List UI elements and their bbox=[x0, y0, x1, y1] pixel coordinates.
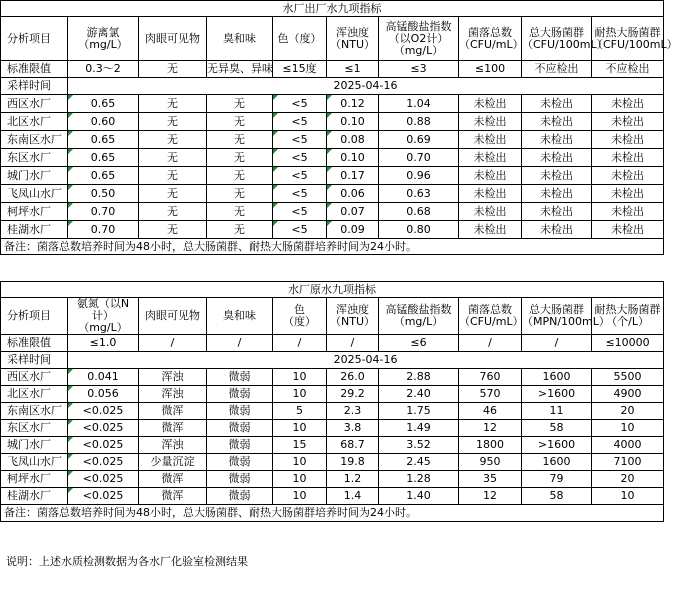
table-cell: 2.3 bbox=[327, 403, 379, 420]
table-row bbox=[1, 131, 664, 149]
column-header: 臭和味 bbox=[207, 298, 273, 335]
table-cell: 2.45 bbox=[379, 454, 459, 471]
table-cell: >1600 bbox=[522, 437, 592, 454]
plant-name: 北区水厂 bbox=[1, 113, 68, 131]
table-cell: 微弱 bbox=[207, 369, 273, 386]
plant-name: 飞凤山水厂 bbox=[1, 454, 68, 471]
column-header: 浑浊度 （NTU） bbox=[327, 298, 379, 335]
table-cell: 1.2 bbox=[327, 471, 379, 488]
standard-value: ≤6 bbox=[379, 335, 459, 352]
sampling-label: 采样时间 bbox=[1, 78, 68, 95]
table-cell: <5 bbox=[273, 221, 327, 239]
table-row bbox=[1, 403, 664, 420]
table-cell: 5500 bbox=[592, 369, 664, 386]
table-cell: 微弱 bbox=[207, 437, 273, 454]
table-cell: 未检出 bbox=[592, 131, 664, 149]
table-cell: 无 bbox=[207, 131, 273, 149]
standard-value: / bbox=[207, 335, 273, 352]
table-cell: 浑浊 bbox=[139, 369, 207, 386]
table-cell: 无 bbox=[207, 149, 273, 167]
table-cell: 未检出 bbox=[592, 113, 664, 131]
header-row bbox=[1, 298, 664, 335]
table-cell: <5 bbox=[273, 203, 327, 221]
table-cell: 12 bbox=[459, 420, 522, 437]
raw-water-table bbox=[0, 281, 664, 522]
table-cell: 11 bbox=[522, 403, 592, 420]
table-row bbox=[1, 113, 664, 131]
column-header: 臭和味 bbox=[207, 17, 273, 61]
table-cell: 26.0 bbox=[327, 369, 379, 386]
table-cell: <5 bbox=[273, 167, 327, 185]
standard-value: / bbox=[459, 335, 522, 352]
sampling-date: 2025-04-16 bbox=[68, 352, 664, 369]
table-cell: 0.17 bbox=[327, 167, 379, 185]
table-cell: 无 bbox=[139, 149, 207, 167]
column-header: 总大肠菌群 （MPN/100mL） bbox=[522, 298, 592, 335]
table-cell: 微弱 bbox=[207, 403, 273, 420]
standard-value: ≤1 bbox=[327, 61, 379, 78]
table-cell: 未检出 bbox=[592, 167, 664, 185]
column-header: 肉眼可见物 bbox=[139, 298, 207, 335]
table-cell: 1.28 bbox=[379, 471, 459, 488]
table-cell: 微浑 bbox=[139, 403, 207, 420]
table-cell: 1600 bbox=[522, 454, 592, 471]
table-cell: 0.10 bbox=[327, 113, 379, 131]
plant-name: 西区水厂 bbox=[1, 369, 68, 386]
plant-name: 柯坪水厂 bbox=[1, 203, 68, 221]
table-cell: 0.70 bbox=[379, 149, 459, 167]
plant-name: 柯坪水厂 bbox=[1, 471, 68, 488]
table-cell: 12 bbox=[459, 488, 522, 505]
table-cell: 无 bbox=[139, 131, 207, 149]
table-cell: 无 bbox=[139, 203, 207, 221]
table-cell: 未检出 bbox=[522, 113, 592, 131]
table-cell: 无 bbox=[207, 167, 273, 185]
standard-value: / bbox=[273, 335, 327, 352]
table-cell: 760 bbox=[459, 369, 522, 386]
table-cell: 微浑 bbox=[139, 420, 207, 437]
table-cell: 0.63 bbox=[379, 185, 459, 203]
table-cell: 少量沉淀 bbox=[139, 454, 207, 471]
plant-name: 东南区水厂 bbox=[1, 403, 68, 420]
table-cell: 3.8 bbox=[327, 420, 379, 437]
table-cell: 10 bbox=[273, 471, 327, 488]
table-cell: 0.65 bbox=[68, 131, 139, 149]
table-cell: 0.10 bbox=[327, 149, 379, 167]
standard-value: / bbox=[327, 335, 379, 352]
table-cell: 0.08 bbox=[327, 131, 379, 149]
standard-label: 标准限值 bbox=[1, 61, 68, 78]
table-cell: 10 bbox=[273, 488, 327, 505]
table-cell: 15 bbox=[273, 437, 327, 454]
table-cell: 未检出 bbox=[459, 167, 522, 185]
table-cell: 35 bbox=[459, 471, 522, 488]
table-cell: 0.96 bbox=[379, 167, 459, 185]
column-header: 分析项目 bbox=[1, 298, 68, 335]
table-cell: 未检出 bbox=[459, 149, 522, 167]
table-cell: 未检出 bbox=[522, 221, 592, 239]
table-cell: 4900 bbox=[592, 386, 664, 403]
standard-value: / bbox=[522, 335, 592, 352]
table-row bbox=[1, 420, 664, 437]
plant-name: 城门水厂 bbox=[1, 437, 68, 454]
table-cell: 10 bbox=[592, 488, 664, 505]
table-cell: <0.025 bbox=[68, 471, 139, 488]
standard-value: 不应检出 bbox=[592, 61, 664, 78]
table-cell: 1600 bbox=[522, 369, 592, 386]
table-cell: 10 bbox=[273, 369, 327, 386]
table-cell: 未检出 bbox=[459, 131, 522, 149]
table-cell: <0.025 bbox=[68, 420, 139, 437]
table-cell: <5 bbox=[273, 95, 327, 113]
explanation-text: 说明：上述水质检测数据为各水厂化验室检测结果 bbox=[6, 555, 248, 568]
table-cell: 未检出 bbox=[459, 221, 522, 239]
table-cell: 68.7 bbox=[327, 437, 379, 454]
table-cell: 微弱 bbox=[207, 386, 273, 403]
table-cell: 0.65 bbox=[68, 95, 139, 113]
plant-name: 北区水厂 bbox=[1, 386, 68, 403]
table-row bbox=[1, 221, 664, 239]
table-cell: 0.09 bbox=[327, 221, 379, 239]
table-cell: 无 bbox=[207, 203, 273, 221]
table-row bbox=[1, 185, 664, 203]
table-cell: 未检出 bbox=[592, 95, 664, 113]
table-cell: 7100 bbox=[592, 454, 664, 471]
table-cell: 未检出 bbox=[522, 167, 592, 185]
column-header: 菌落总数 （CFU/mL） bbox=[459, 298, 522, 335]
table-cell: 4000 bbox=[592, 437, 664, 454]
table-cell: <5 bbox=[273, 131, 327, 149]
sampling-row bbox=[1, 78, 664, 95]
table-cell: <0.025 bbox=[68, 488, 139, 505]
table-cell: 1.4 bbox=[327, 488, 379, 505]
column-header: 氨氮（以N计） （mg/L） bbox=[68, 298, 139, 335]
table-cell: 无 bbox=[207, 95, 273, 113]
table-cell: 浑浊 bbox=[139, 437, 207, 454]
column-header: 色 （度） bbox=[273, 298, 327, 335]
table-cell: 0.056 bbox=[68, 386, 139, 403]
table-cell: 1.75 bbox=[379, 403, 459, 420]
column-header: 高锰酸盐指数 （mg/L） bbox=[379, 298, 459, 335]
table-cell: <5 bbox=[273, 149, 327, 167]
table-cell: <0.025 bbox=[68, 437, 139, 454]
table-cell: 46 bbox=[459, 403, 522, 420]
column-header: 菌落总数 （CFU/mL） bbox=[459, 17, 522, 61]
table-cell: 未检出 bbox=[459, 185, 522, 203]
table-cell: 0.50 bbox=[68, 185, 139, 203]
table-cell: 微弱 bbox=[207, 488, 273, 505]
table-cell: 未检出 bbox=[592, 221, 664, 239]
table-cell: 570 bbox=[459, 386, 522, 403]
table-cell: 0.70 bbox=[68, 203, 139, 221]
standard-value: / bbox=[139, 335, 207, 352]
table-cell: 0.07 bbox=[327, 203, 379, 221]
finished-water-table bbox=[0, 0, 678, 255]
table-cell: <0.025 bbox=[68, 454, 139, 471]
column-header: 高锰酸盐指数 （以O2计） （mg/L） bbox=[379, 17, 459, 61]
table-cell: 5 bbox=[273, 403, 327, 420]
table-cell: 微弱 bbox=[207, 471, 273, 488]
table-cell: 10 bbox=[273, 454, 327, 471]
table-cell: 0.70 bbox=[68, 221, 139, 239]
table-cell: 1.04 bbox=[379, 95, 459, 113]
column-header: 游离氯 （mg/L） bbox=[68, 17, 139, 61]
header-row bbox=[1, 17, 664, 61]
table-title: 水厂原水九项指标 bbox=[1, 282, 664, 298]
table-title: 水厂出厂水九项指标 bbox=[1, 1, 664, 17]
standard-value: ≤3 bbox=[379, 61, 459, 78]
table-cell: 10 bbox=[273, 386, 327, 403]
table-cell: 无 bbox=[207, 221, 273, 239]
table-cell: 未检出 bbox=[592, 185, 664, 203]
table-cell: 无 bbox=[139, 95, 207, 113]
table-cell: 29.2 bbox=[327, 386, 379, 403]
table-cell: 0.12 bbox=[327, 95, 379, 113]
table-cell: 10 bbox=[273, 420, 327, 437]
table-cell: 79 bbox=[522, 471, 592, 488]
table-cell: 未检出 bbox=[459, 203, 522, 221]
table-cell: 58 bbox=[522, 420, 592, 437]
table-note: 备注：菌落总数培养时间为48小时，总大肠菌群、耐热大肠菌群培养时间为24小时。 bbox=[1, 505, 664, 522]
plant-name: 西区水厂 bbox=[1, 95, 68, 113]
standard-label: 标准限值 bbox=[1, 335, 68, 352]
standard-value: 不应检出 bbox=[522, 61, 592, 78]
table-cell: 0.06 bbox=[327, 185, 379, 203]
plant-name: 东南区水厂 bbox=[1, 131, 68, 149]
table-cell: 微弱 bbox=[207, 454, 273, 471]
table-cell: 0.65 bbox=[68, 167, 139, 185]
table-cell: 微浑 bbox=[139, 488, 207, 505]
standard-value: ≤10000 bbox=[592, 335, 664, 352]
table-cell: 0.69 bbox=[379, 131, 459, 149]
column-header: 色（度） bbox=[273, 17, 327, 61]
standard-row bbox=[1, 335, 664, 352]
table-cell: 未检出 bbox=[592, 203, 664, 221]
table-cell: 0.041 bbox=[68, 369, 139, 386]
table-cell: 2.88 bbox=[379, 369, 459, 386]
table-cell: 19.8 bbox=[327, 454, 379, 471]
standard-value: 无 bbox=[139, 61, 207, 78]
table-row bbox=[1, 488, 664, 505]
table-cell: 微弱 bbox=[207, 420, 273, 437]
table-cell: 950 bbox=[459, 454, 522, 471]
plant-name: 城门水厂 bbox=[1, 167, 68, 185]
column-header: 肉眼可见物 bbox=[139, 17, 207, 61]
table-cell: 浑浊 bbox=[139, 386, 207, 403]
table-cell: <0.025 bbox=[68, 403, 139, 420]
plant-name: 东区水厂 bbox=[1, 420, 68, 437]
table-cell: 未检出 bbox=[522, 149, 592, 167]
table-cell: 未检出 bbox=[592, 149, 664, 167]
standard-value: ≤15度 bbox=[273, 61, 327, 78]
table-cell: <5 bbox=[273, 113, 327, 131]
table-cell: 0.80 bbox=[379, 221, 459, 239]
table-note: 备注：菌落总数培养时间为48小时，总大肠菌群、耐热大肠菌群培养时间为24小时。 bbox=[1, 239, 664, 255]
table-row bbox=[1, 369, 664, 386]
table-row bbox=[1, 167, 664, 185]
table-row bbox=[1, 149, 664, 167]
table-cell: 未检出 bbox=[459, 113, 522, 131]
table-cell: 无 bbox=[139, 185, 207, 203]
table-cell: 无 bbox=[139, 221, 207, 239]
table-cell: 0.65 bbox=[68, 149, 139, 167]
column-header: 浑浊度 （NTU） bbox=[327, 17, 379, 61]
sampling-label: 采样时间 bbox=[1, 352, 68, 369]
table-cell: 10 bbox=[592, 420, 664, 437]
table-cell: 0.68 bbox=[379, 203, 459, 221]
standard-value: ≤1.0 bbox=[68, 335, 139, 352]
table-cell: 未检出 bbox=[522, 185, 592, 203]
column-header: 分析项目 bbox=[1, 17, 68, 61]
table-cell: 20 bbox=[592, 471, 664, 488]
table-cell: 2.40 bbox=[379, 386, 459, 403]
plant-name: 桂湖水厂 bbox=[1, 488, 68, 505]
table-cell: <5 bbox=[273, 185, 327, 203]
table-cell: 未检出 bbox=[522, 203, 592, 221]
plant-name: 桂湖水厂 bbox=[1, 221, 68, 239]
column-header: 耐热大肠菌群 （CFU/100mL） bbox=[592, 17, 664, 61]
table-cell: 无 bbox=[139, 167, 207, 185]
table-cell: 1.40 bbox=[379, 488, 459, 505]
table-row bbox=[1, 437, 664, 454]
standard-row bbox=[1, 61, 664, 78]
standard-value: 0.3～2 bbox=[68, 61, 139, 78]
sampling-date: 2025-04-16 bbox=[68, 78, 664, 95]
table-cell: 0.88 bbox=[379, 113, 459, 131]
standard-value: 无异臭、异味 bbox=[207, 61, 273, 78]
table-cell: 0.60 bbox=[68, 113, 139, 131]
table-cell: 1800 bbox=[459, 437, 522, 454]
table-cell: 无 bbox=[207, 113, 273, 131]
table-row bbox=[1, 386, 664, 403]
table-cell: 3.52 bbox=[379, 437, 459, 454]
column-header: 耐热大肠菌群 （个/L） bbox=[592, 298, 664, 335]
table-cell: 1.49 bbox=[379, 420, 459, 437]
table-cell: 未检出 bbox=[522, 95, 592, 113]
sampling-row bbox=[1, 352, 664, 369]
table-cell: 未检出 bbox=[459, 95, 522, 113]
table-cell: >1600 bbox=[522, 386, 592, 403]
column-header: 总大肠菌群 （CFU/100mL） bbox=[522, 17, 592, 61]
table-row bbox=[1, 471, 664, 488]
table-row bbox=[1, 203, 664, 221]
table-cell: 未检出 bbox=[522, 131, 592, 149]
table-row bbox=[1, 95, 664, 113]
standard-value: ≤100 bbox=[459, 61, 522, 78]
table-row bbox=[1, 454, 664, 471]
table-cell: 微浑 bbox=[139, 471, 207, 488]
table-cell: 无 bbox=[207, 185, 273, 203]
table-cell: 58 bbox=[522, 488, 592, 505]
table-cell: 无 bbox=[139, 113, 207, 131]
plant-name: 飞凤山水厂 bbox=[1, 185, 68, 203]
table-cell: 20 bbox=[592, 403, 664, 420]
plant-name: 东区水厂 bbox=[1, 149, 68, 167]
